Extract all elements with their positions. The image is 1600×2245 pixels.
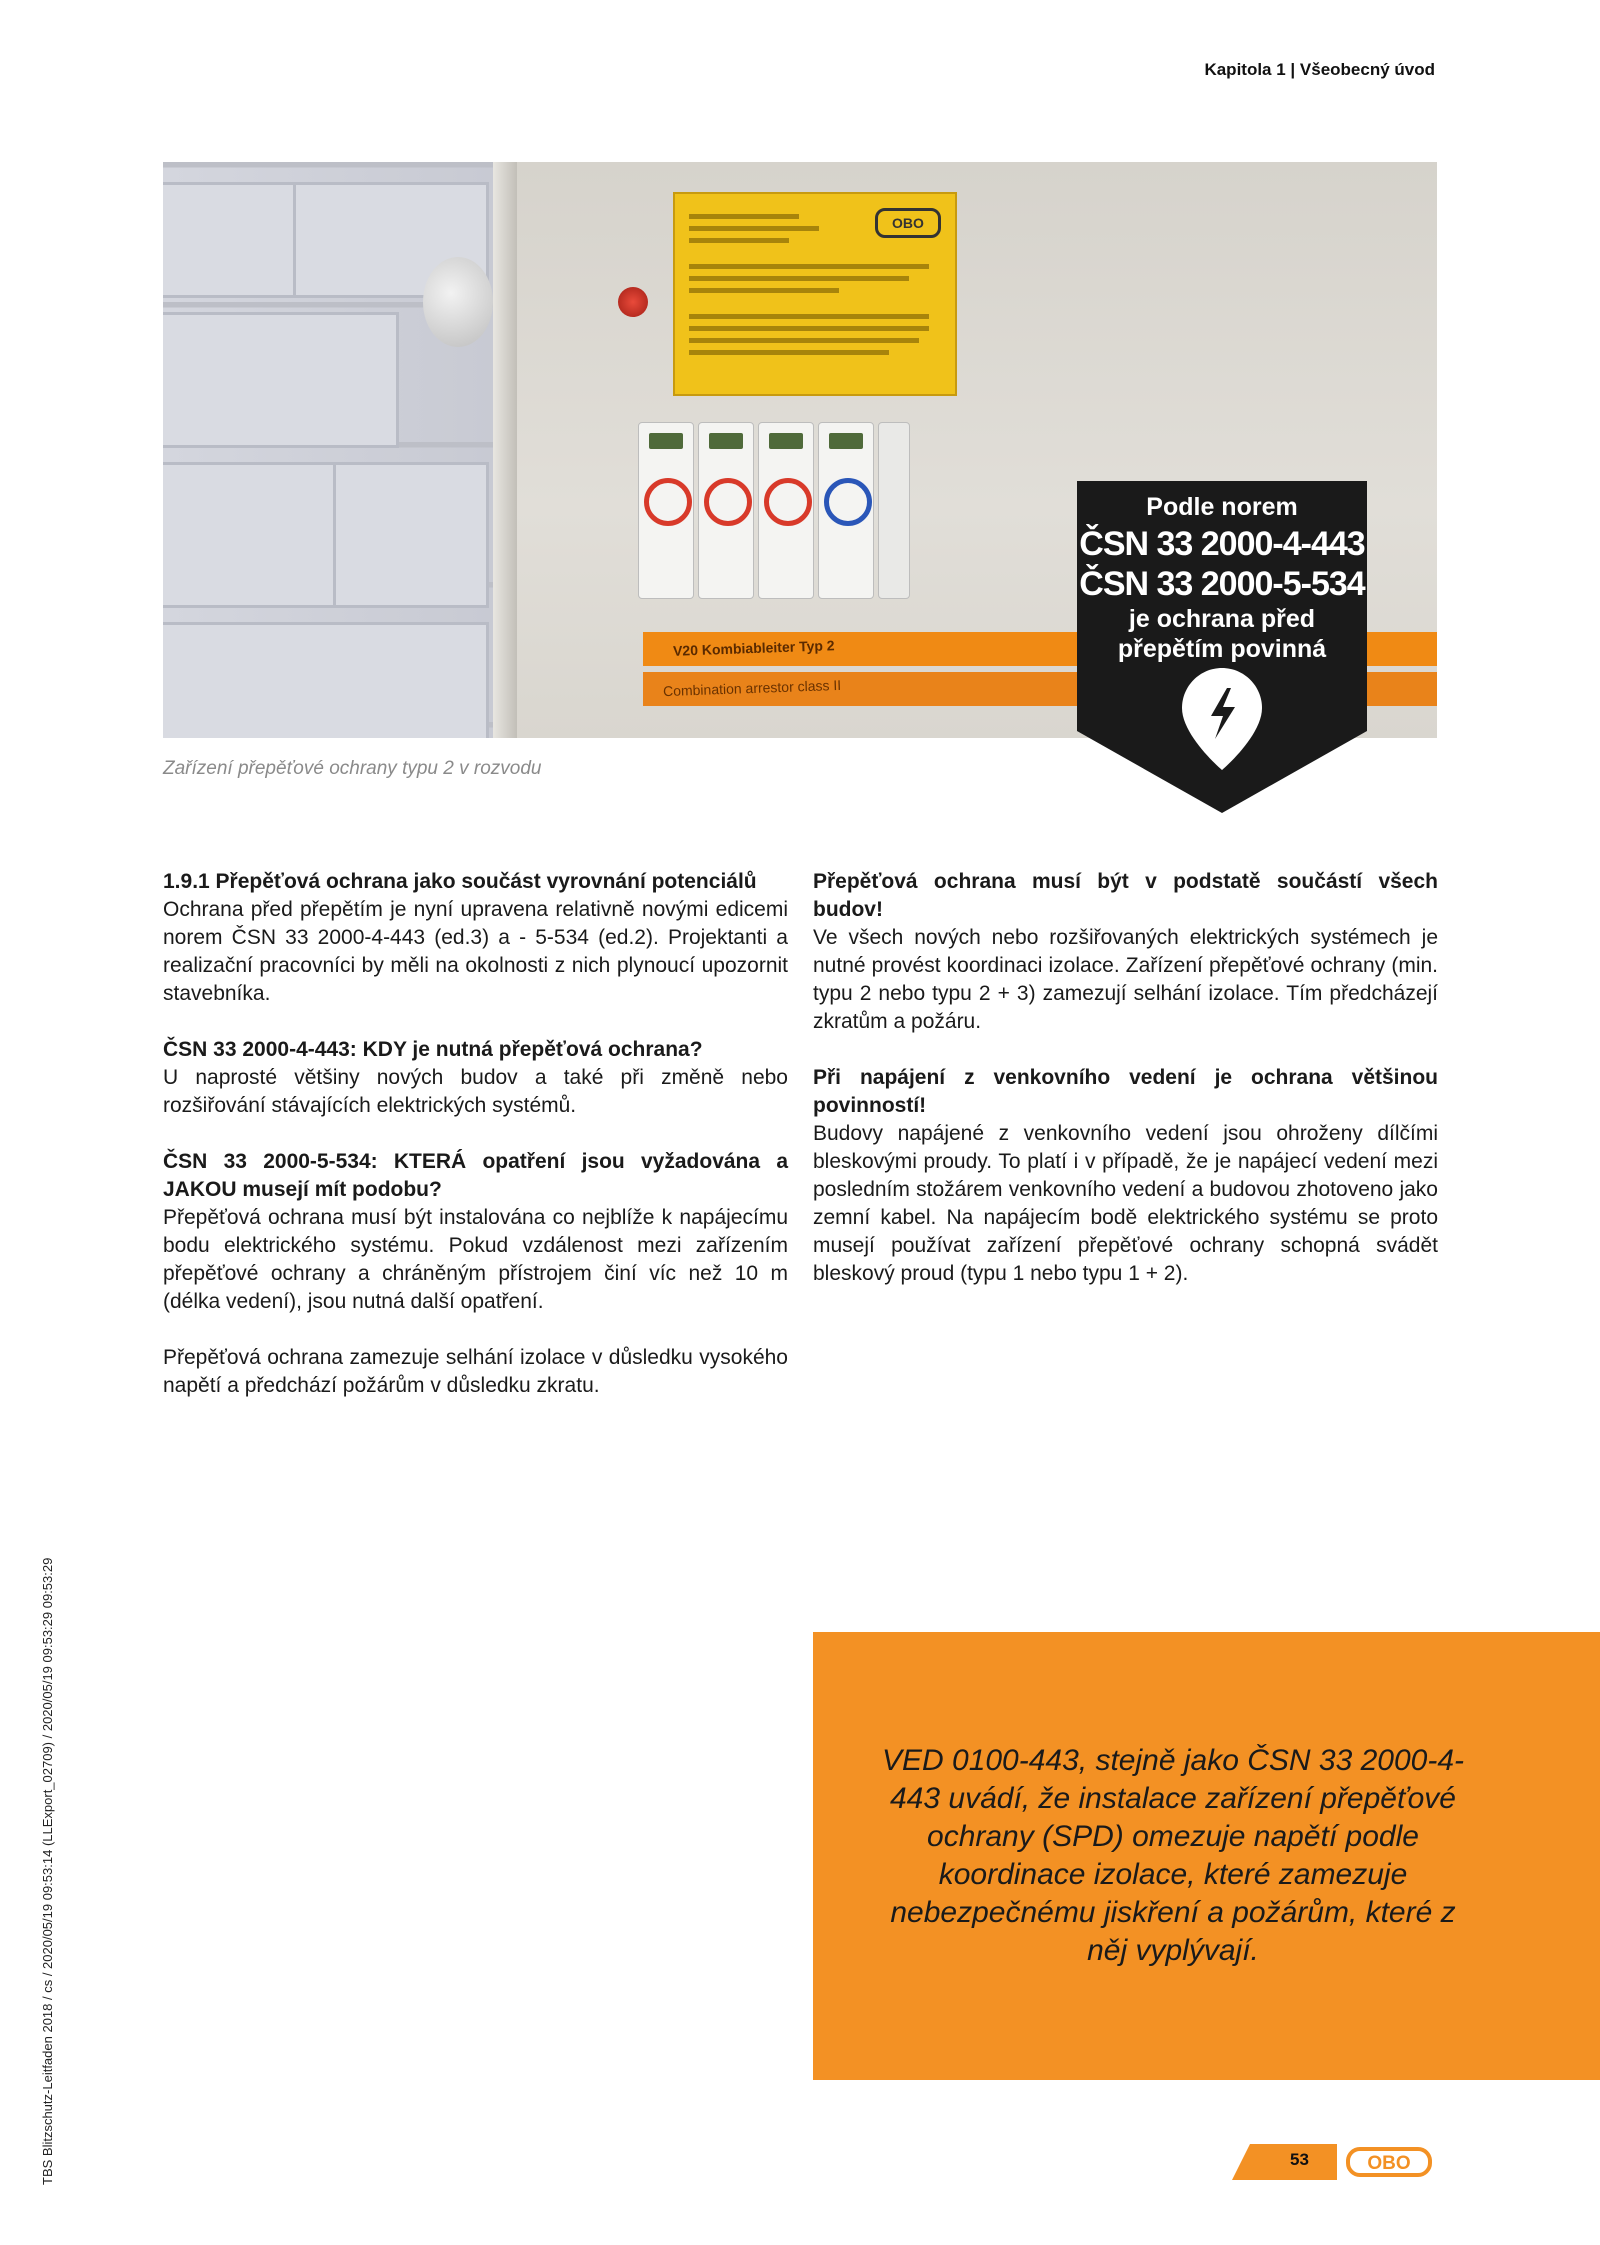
warning-text-line xyxy=(689,226,819,231)
text-block xyxy=(813,1064,1438,1288)
spd-module xyxy=(638,422,694,599)
photo-label-text: Combination arrestor class II xyxy=(662,676,842,700)
text-block xyxy=(163,1036,788,1120)
section-body: Ve všech nových nebo rozšiřovaných elektrických systémech je nutné provést koordinaci izolace. Zařízení přepěťové ochrany (min. typu 2 nebo typu 2 + 3) zamezují selhání izolace. Tím předcházejí zkratům a požáru. xyxy=(813,926,1438,1033)
right-column xyxy=(813,868,1438,1316)
spd-base xyxy=(878,422,910,599)
warning-text-line xyxy=(689,338,919,343)
section-body: Budovy napájené z venkovního vedení jsou ohroženy dílčími bleskovými proudy. To platí i v případě, že je napájecí vedení mezi posledním stožárem venkovního vedení a budovou zhotoveno jako zemní kabel. Na napájecím bodě elektrického systému se proto musejí používat zařízení přepěťové ochrany schopná svádět bleskový proud (typu 1 nebo typu 1 + 2). xyxy=(813,1122,1438,1285)
photo-cabinet-edge xyxy=(493,162,517,738)
spd-module-n-pe xyxy=(818,422,874,599)
photo-brick xyxy=(333,462,489,608)
section-heading: 1.9.1 Přepěťová ochrana jako součást vyrovnání potenciálů xyxy=(163,870,757,893)
text-block xyxy=(163,1148,788,1316)
left-column xyxy=(163,868,788,1428)
warning-text-line xyxy=(689,288,839,293)
badge-line: Podle norem xyxy=(1146,493,1298,521)
page-number-tab xyxy=(1232,2144,1337,2180)
photo-brick xyxy=(163,462,339,608)
side-print-note: TBS Blitzschutz-Leitfaden 2018 / cs / 2020/05/19 09:53:14 (LLExport_02709) / 2020/05/19 09:53:29 09:53:29 xyxy=(40,1557,55,2185)
warning-text-line xyxy=(689,264,929,269)
norm-badge xyxy=(1077,481,1367,813)
section-heading: ČSN 33 2000-5-534: KTERÁ opatření jsou vyžadována a JAKOU musejí mít podobu? xyxy=(163,1150,788,1201)
photo-warning-label xyxy=(673,192,957,396)
section-heading: Přepěťová ochrana musí být v podstatě součástí všech budov! xyxy=(813,870,1438,921)
spd-module xyxy=(698,422,754,599)
badge-norm: ČSN 33 2000-5-534 xyxy=(1079,565,1365,603)
warning-text-line xyxy=(689,314,929,319)
badge-line: přepětím povinná xyxy=(1117,635,1327,663)
spd-module xyxy=(758,422,814,599)
warning-text-line xyxy=(689,238,789,243)
page-tab-shape xyxy=(1232,2144,1337,2180)
text-block xyxy=(813,868,1438,1036)
photo-brick xyxy=(163,312,399,448)
photo-caption: Zařízení přepěťové ochrany typu 2 v rozvodu xyxy=(163,758,542,779)
section-body: Přepěťová ochrana musí být instalována co nejblíže k napájecímu bodu elektrického systému. Pokud vzdálenost mezi zařízením přepěťové ochrany a chráněným přístrojem činí víc než 10 m (délka vedení), jsou nutná další opatření. xyxy=(163,1206,788,1313)
highlight-box xyxy=(813,1632,1600,2080)
photo-knob xyxy=(423,257,493,347)
badge-line: je ochrana před xyxy=(1128,605,1316,633)
section-body: Přepěťová ochrana zamezuje selhání izolace v důsledku vysokého napětí a předchází požárům v důsledku zkratu. xyxy=(163,1346,788,1397)
photo-brick xyxy=(163,182,309,298)
warning-text-line xyxy=(689,276,909,281)
page-number: 53 xyxy=(1290,2150,1309,2169)
warning-text-line xyxy=(689,326,929,331)
section-heading: Při napájení z venkovního vedení je ochrana většinou povinností! xyxy=(813,1066,1438,1117)
highlight-quote: VED 0100-443, stejně jako ČSN 33 2000-4-443 uvádí, že instalace zařízení přepěťové ochrany (SPD) omezuje napětí podle koordinace izolace, které zamezuje nebezpečnému jiskření a požárům, které z něj vyplývají. xyxy=(881,1744,1464,1967)
warning-text-line xyxy=(689,350,889,355)
text-block xyxy=(163,868,788,1008)
text-block xyxy=(163,1344,788,1400)
section-body: U naprosté většiny nových budov a také při změně nebo rozšiřování stávajících elektrických systémů. xyxy=(163,1066,788,1117)
photo-brick xyxy=(163,622,489,738)
photo-red-button xyxy=(618,287,648,317)
obo-logo xyxy=(1346,2147,1432,2177)
photo-obo-logo: OBO xyxy=(875,208,941,238)
photo-label-text: V20 Kombiableiter Typ 2 xyxy=(672,637,835,659)
svg-text:OBO: OBO xyxy=(1367,2153,1411,2174)
photo-wall xyxy=(163,162,493,738)
warning-text-line xyxy=(689,214,799,219)
page-header: Kapitola 1 | Všeobecný úvod xyxy=(1204,60,1435,79)
badge-norm: ČSN 33 2000-4-443 xyxy=(1079,525,1365,563)
section-heading: ČSN 33 2000-4-443: KDY je nutná přepěťová ochrana? xyxy=(163,1038,703,1061)
section-body: Ochrana před přepětím je nyní upravena relativně novými edicemi norem ČSN 33 2000-4-443 (ed.3) a - 5-534 (ed.2). Projektanti a realizační pracovníci by měli na okolnosti z nich plynoucí upozornit stavebníka. xyxy=(163,898,788,1005)
obo-logo-mark xyxy=(1346,2147,1432,2177)
